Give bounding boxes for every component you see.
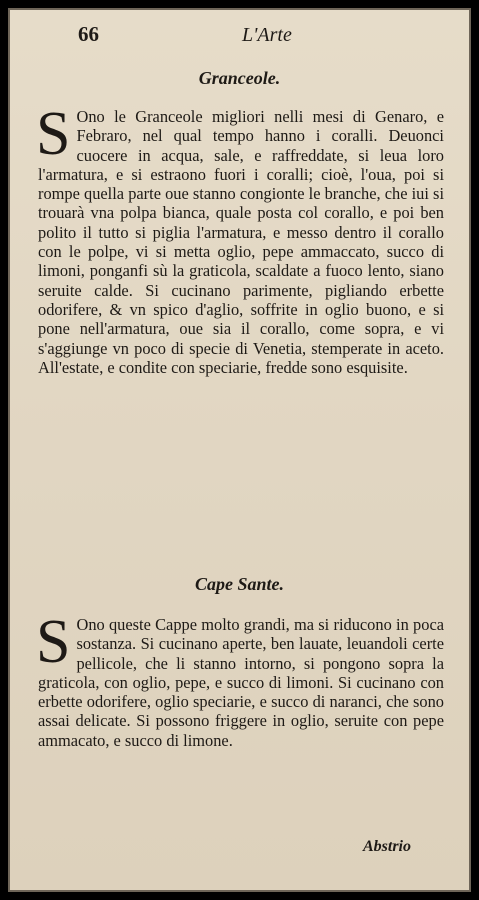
section-body-cape-sante (36, 608, 444, 750)
catchword: Abstrio (362, 838, 411, 855)
paragraph-text: Ono queste Cappe molto grandi, ma si riducono in poca sostanza. Si cucinano aperte, ben lauate, leuandoli certe pellicole, che li stanno intorno, si pongono sopra la graticola, con oglio, pepe, e succo di limoni. Si cucinano con erbette odorifere, oglio speciarie, e succo di naranci, che sono assai delicate. Si possono friggere in oglio, seruite con pepe ammacato, e succo di limone. (38, 615, 444, 750)
section-body-granceole (36, 100, 444, 377)
running-title: L'Arte (242, 24, 292, 46)
book-page (8, 8, 471, 892)
section-heading-cape-sante: Cape Sante. (194, 574, 284, 594)
drop-cap: S (36, 100, 71, 168)
paragraph-text: Ono le Granceole migliori nelli mesi di Genaro, e Febraro, nel qual tempo hanno i coralli. Deuonci cuocere in acqua, sale, e raffreddate, si leua loro l'armatura, e si estraono fuori i coralli; cioè, l'oua, poi si rompe quella parte oue stanno congionte le branche, che iui si trouarà vna polpa bianca, quale posta col corallo, e poi ben polito il tutto si piglia l'armatura, e messo dentro il corallo con le polpe, vi si metta oglio, pepe ammaccato, succo di limoni, ponganfi sù la graticola, scaldate a fuoco lento, siano seruite calde. Si cucinano parimente, pigliando erbette odorifere, & vn spico d'aglio, soffrite in oglio buono, e si pone nell'armatura, oue sia il corallo, come sopra, e vi s'aggiunge vn poco di specie di Venetia, stemperate in aceto. All'estate, e condite con speciarie, fredde sono esquisite. (38, 107, 444, 377)
section-heading-granceole: Granceole. (198, 68, 281, 88)
drop-cap: S (36, 608, 71, 676)
page-number: 66 (78, 22, 99, 46)
page-header (10, 20, 469, 50)
